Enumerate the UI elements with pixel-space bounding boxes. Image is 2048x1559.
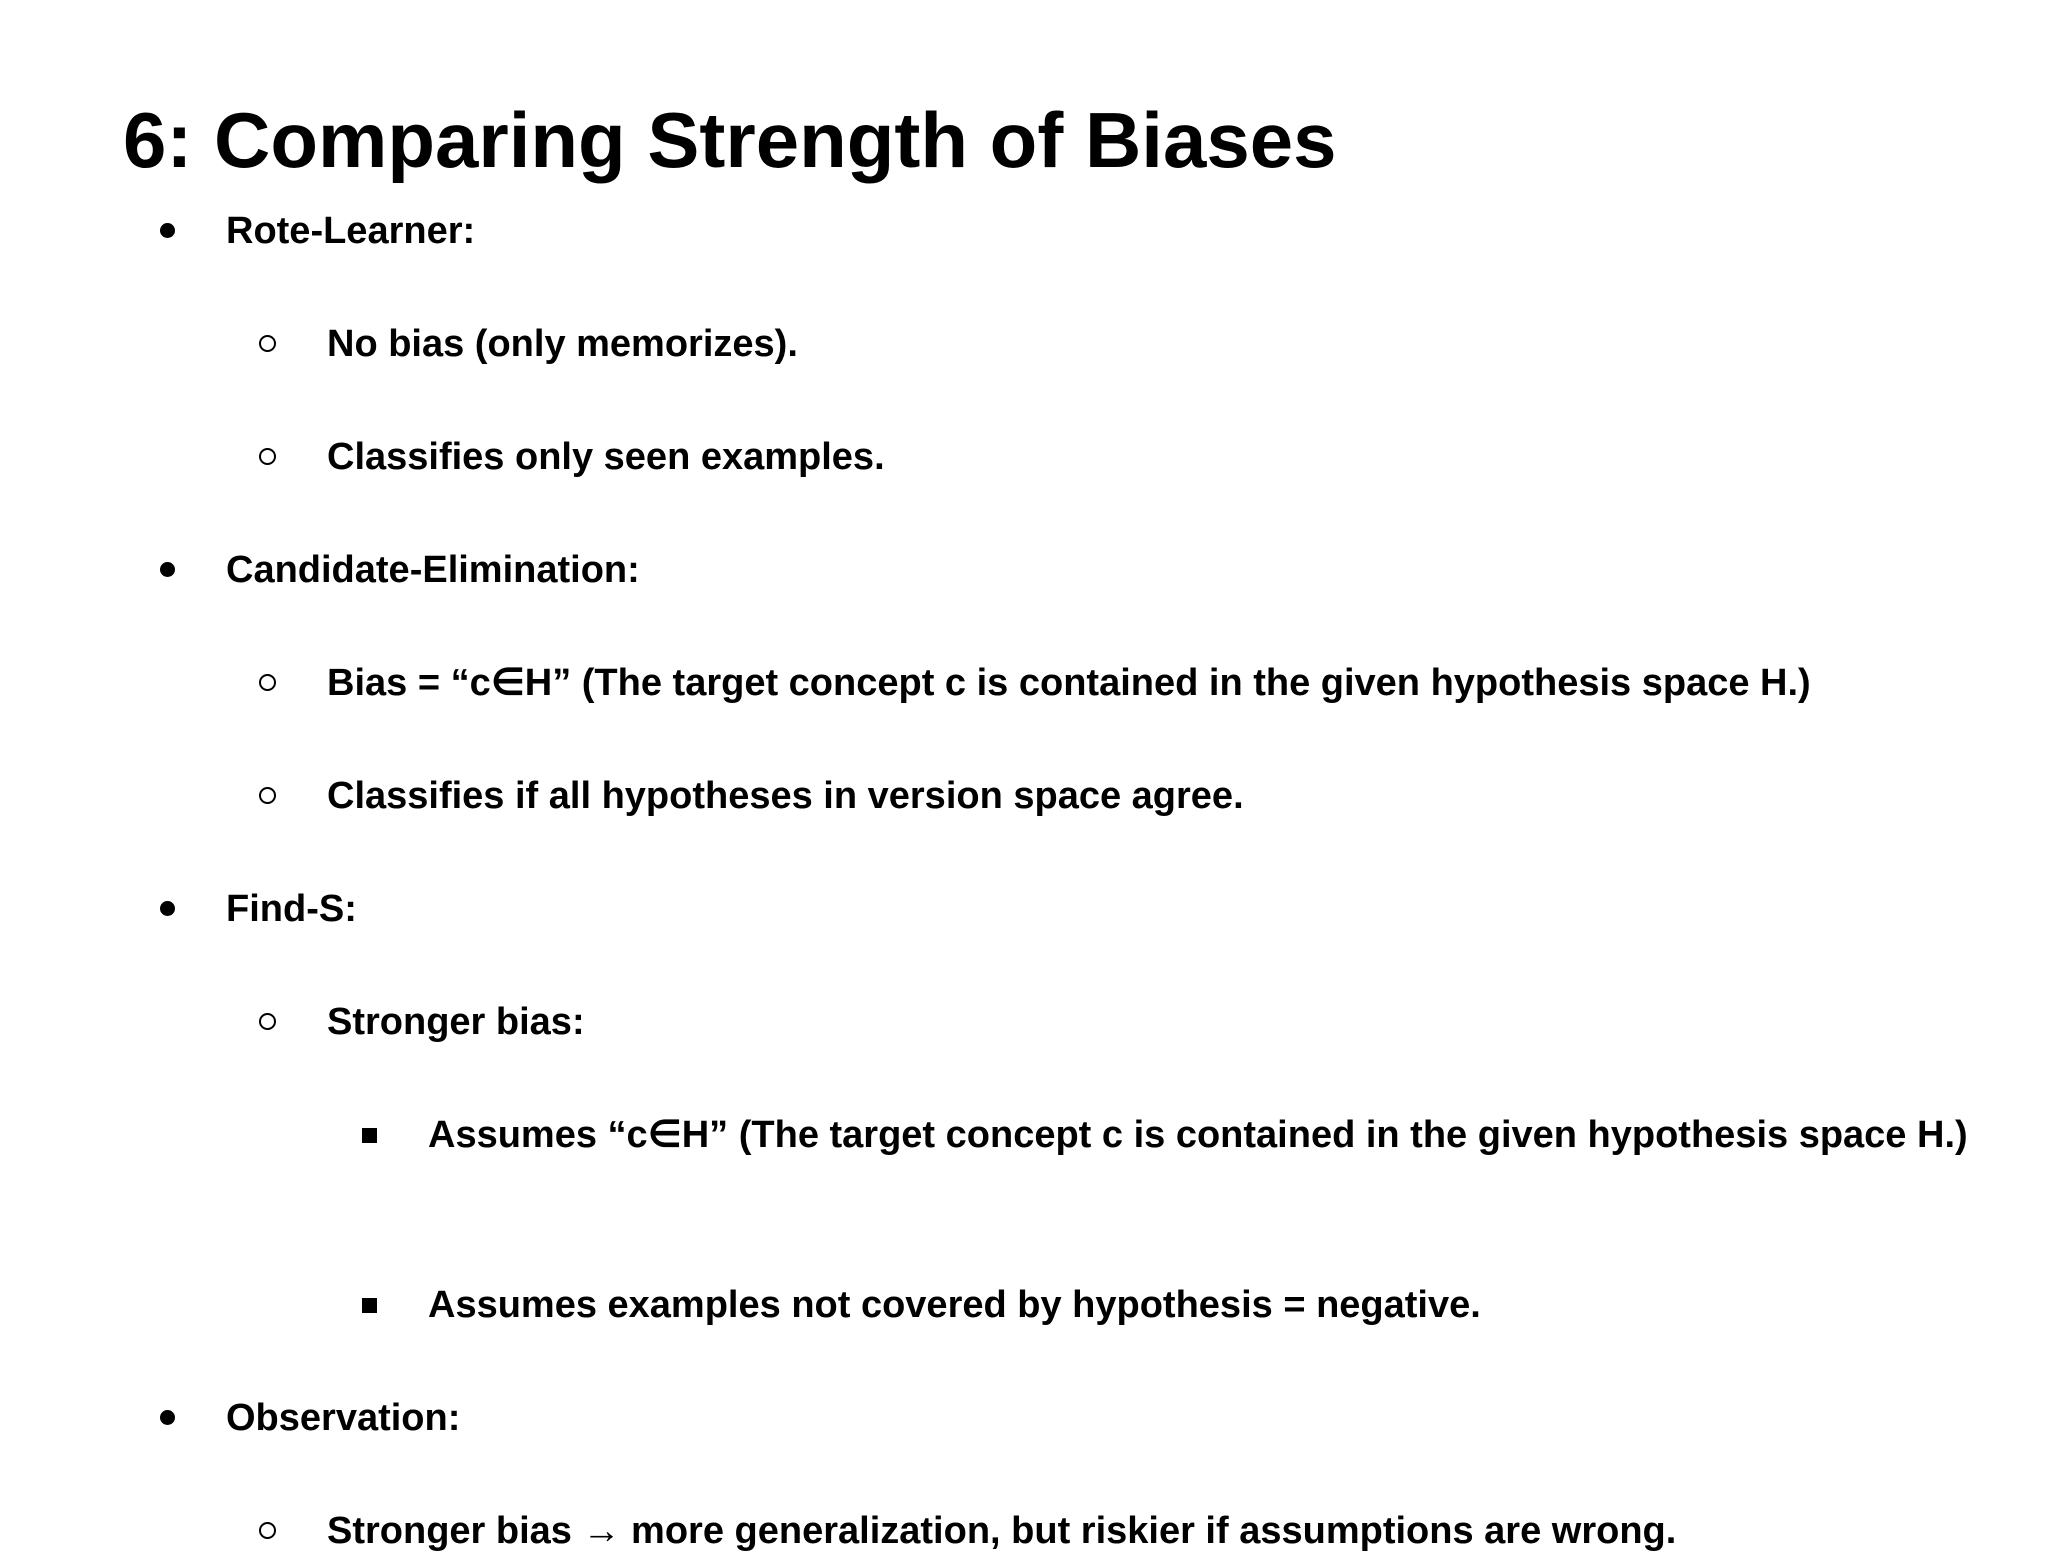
hollow-bullet-icon	[259, 1013, 276, 1030]
list-item-text: Classifies only seen examples.	[327, 436, 885, 478]
list-item-text: Classifies if all hypotheses in version space agree.	[327, 775, 1244, 817]
section-find-s	[226, 881, 357, 937]
section-label: Observation:	[226, 1397, 461, 1439]
section-observation	[226, 1390, 460, 1446]
list-item-text: No bias (only memorizes).	[327, 323, 798, 365]
section-label: Rote-Learner:	[226, 210, 476, 252]
square-bullet-icon	[362, 1298, 377, 1313]
hollow-bullet-icon	[259, 1522, 276, 1539]
list-item-text: Stronger bias → more generalization, but riskier if assumptions are wrong.	[327, 1510, 1677, 1552]
list-item	[327, 655, 1811, 711]
filled-bullet-icon	[160, 1410, 175, 1425]
hollow-bullet-icon	[259, 335, 276, 352]
filled-bullet-icon	[160, 562, 175, 577]
hollow-bullet-icon	[259, 448, 276, 465]
list-item	[327, 316, 798, 372]
list-item	[327, 1503, 1676, 1559]
list-item	[327, 994, 585, 1050]
hollow-bullet-icon	[259, 787, 276, 804]
hollow-bullet-icon	[259, 674, 276, 691]
filled-bullet-icon	[160, 901, 175, 916]
section-candidate-elimination	[226, 542, 640, 598]
list-item-text: Bias = “c∈H” (The target concept c is contained in the given hypothesis space H.)	[327, 662, 1811, 704]
sub-list-item-text: Assumes examples not covered by hypothesis = negative.	[428, 1284, 1481, 1326]
square-bullet-icon	[362, 1128, 377, 1143]
list-item	[327, 429, 885, 485]
section-label: Candidate-Elimination:	[226, 549, 640, 591]
sub-list-item	[428, 1277, 1481, 1333]
page-title: 6: Comparing Strength of Biases	[123, 96, 1337, 184]
sub-list-item	[428, 1107, 1968, 1163]
list-item-text: Stronger bias:	[327, 1001, 585, 1043]
filled-bullet-icon	[160, 223, 175, 238]
section-label: Find-S:	[226, 888, 357, 930]
section-rote-learner	[226, 203, 475, 259]
list-item	[327, 768, 1244, 824]
sub-list-item-text: Assumes “c∈H” (The target concept c is contained in the given hypothesis space H.)	[428, 1114, 1968, 1156]
